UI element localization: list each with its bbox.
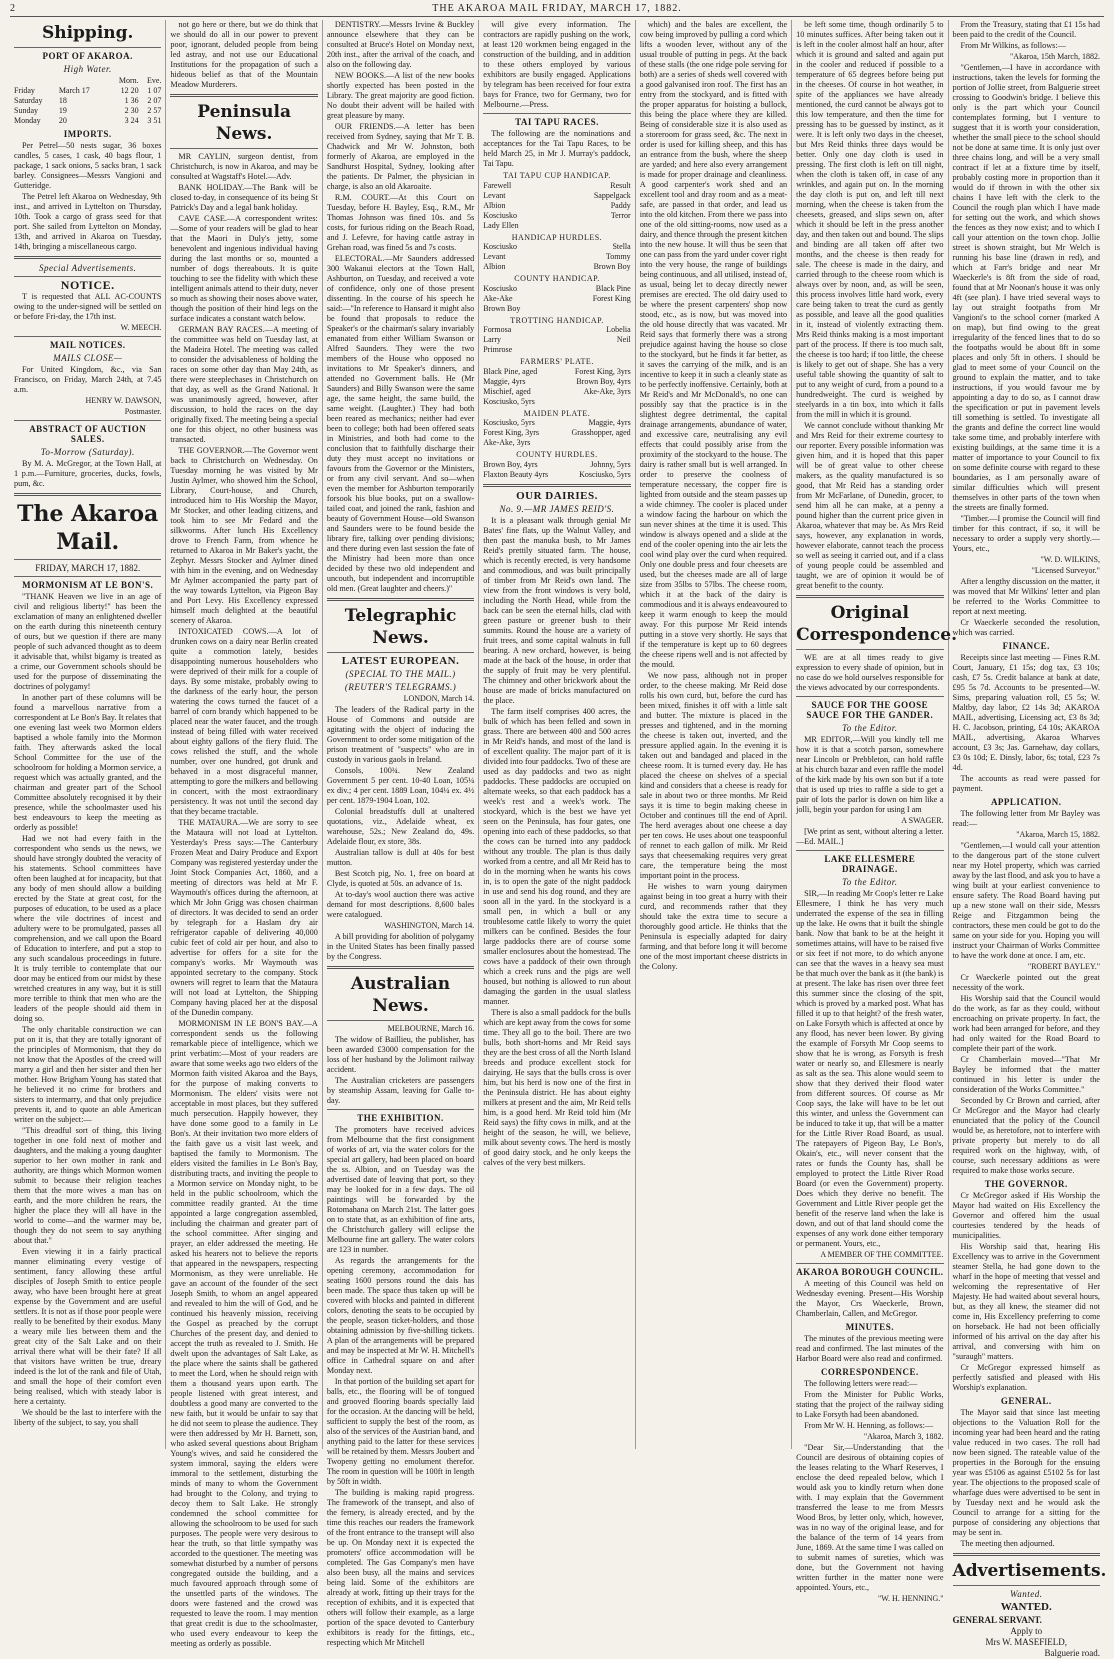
notice-signature: W. MEECH.	[120, 323, 162, 332]
nomination-row: Brown Boy	[483, 303, 521, 313]
nomination-row: Flaxton Beauty 4yrs Kosciusko, 5yrs	[483, 469, 631, 479]
article-paragraph: The promoters have received advices from Melbourne that the first consignment of works of art, via the water colors for the special art gallery, had been placed on board the ss. Albion, and on Tuesday was the advertised date of leaving that port, so they may be looked for in a few days. The oil paintings will be forwarded by the Rotomahana on March 21st. The latter goes on to state that, as an exhibition of fine arts, the Christchurch gallery will eclipse the Melbourne fine art gallery. The water colors are 123 in number.	[326, 1125, 475, 1254]
page-title: THE AKAROA MAIL FRIDAY, MARCH 17, 1882.	[432, 3, 682, 14]
tide-row: Saturday 18 1 36 2 07	[14, 96, 162, 105]
high-water-label: High Water.	[63, 64, 112, 74]
article-paragraph: He wishes to warn young dairymen against being in too great a hurry with their curd, and recommends rather that they should take the extra time to secure a thoroughly good article. He thinks that the Peninsula is especially adapted for dairy farming, and that before long it will become one of the most important cheese districts in the Colony.	[639, 882, 788, 971]
article-paragraph: The following letter from Mr Bayley was read:—	[952, 809, 1100, 828]
telegram: The widow of Baillieu, the publisher, has been awarded £3000 compensation for the loss of her husband by the Jolimont railway accident.	[326, 1035, 475, 1074]
race-heading: COUNTY HANDICAP.	[514, 274, 600, 283]
news-item: DENTISTRY.—Messrs Irvine & Buckley announce elsewhere that they can be consulted at Bruce's Hotel on Monday next, 20th inst., after the arrival of the coach, and also on the following day.	[326, 20, 475, 69]
letter-signature: A MEMBER OF THE COMMITTEE.	[820, 1250, 944, 1259]
news-item: BANK HOLIDAY.—The Bank will be closed to-day, in consequence of its being St Patrick's Day and a legal bank holiday.	[170, 183, 318, 212]
race-heading: HANDICAP HURDLES.	[511, 232, 603, 242]
race-heading: COUNTY HURDLES.	[516, 450, 598, 459]
latest-european-heading: LATEST EUROPEAN.	[341, 655, 460, 667]
letter-dateline: "Akaroa, March 15, 1882.	[1016, 830, 1100, 839]
sailed-text: The Petrel left Akaroa on Wednesday, 9th inst., and arrived in Lyttelton on Thursday, 10th. Took a cargo of grass seed for that port. She sailed from Lyttelton on Monday, 13th, and arrived in Akaroa on Tuesday, 14th, bringing a miscellaneous cargo.	[14, 192, 162, 251]
article-paragraph: not go here or there, but we do think that we should do all in our power to prevent poor, ignorant, deluded people from being led astray, and not use our Educational Institutions for the propagation of such a hideous belief as that of the Mountain Meadow Murderers.	[170, 20, 318, 89]
mails-close-label: MAILS CLOSE—	[53, 353, 123, 363]
telegram: Best Scotch pig, No. 1, free on board at Clyde, is quoted at 50s. an advance of 1s.	[326, 869, 475, 888]
auction-subheading: To-Morrow (Saturday).	[40, 447, 135, 457]
notice-heading: NOTICE.	[60, 278, 115, 292]
editor-note: [We print as sent, without altering a letter.—Ed. MAIL.]	[796, 827, 944, 846]
special-to-label: (SPECIAL TO THE MAIL.)	[345, 669, 456, 679]
article-paragraph: Cr Waeckerle pointed out the great necessity of the work.	[952, 973, 1100, 992]
dateline: MELBOURNE, March 16.	[387, 1024, 475, 1033]
letter-paragraph: SIR,—In reading Mr Coop's letter re Lake Ellesmere, I think he has very much underrated the expense of the sea in filling up the lake. He owns that it built the shingle bank. Now that bank to be at the height it sometimes attains, will have to be raised five or six feet if not more, to do which anyone can see that the waves in a heavy sea must be that much over the bank as it (the bank) is at present. The lake has risen over three feet this summer since the closing of the spit, which is proved by a marked post. What has filled it up to that height? of the fresh water, on Lake Forsyth which is affected at once by any flood, has never been lower. By giving the example of Forsyth Mr Coop seems to show that he is wrong, as Forsyth is fresh water or nearly so, and Ellesmere is nearly as salt as the sea. This alone would seem to show that they derived their flood water from different sources. Of course as Mr Coop says, the lake will have to be let out this winter, and unless the Government can be induced to take it up, that will be a matter for the Little River Road Board, as usual. The ratepayers of Pigeon Bay, Le Bon's, Okain's, etc., will never consent that the rates or funds the County has, shall be employed to protect the Little River Road Board (or even the Government) property. Does which they derive no benefit. The Government and Little River people get the benefit of the reserve land when the lake is down, and out of that land should come the expenses of any work done either temporary or permanent. Yours, etc.,	[796, 889, 944, 1248]
mail-notices-heading: MAIL NOTICES.	[49, 340, 126, 350]
section-heading: GENERAL.	[1000, 1396, 1052, 1406]
mail-text: For United Kingdom, &c., via San Francisco, on Friday, March 24th, at 7.45 a.m.	[14, 365, 162, 394]
exhibition-heading: THE EXHIBITION.	[357, 1113, 444, 1123]
race-heading: FARMERS' PLATE.	[520, 357, 594, 366]
nomination-row: Kosciusko Black Pine	[483, 283, 631, 293]
dateline: WASHINGTON, March 14.	[384, 921, 475, 930]
article-paragraph: Cr McGregor expressed himself as perfectly satisfied and pleased with His Worship's explanation.	[952, 1363, 1100, 1392]
section-heading: CORRESPONDENCE.	[820, 1367, 919, 1377]
ad-name: Mrs W. MASEFIELD,	[985, 1637, 1067, 1647]
article-paragraph: In another part of these columns will be found a marvellous narrative from a correspondent at Le Bon's Bay. It relates that one evening last week two Mormon elders baptised a whole family into the Mormon faith. They afterwards asked the local School Committee for the use of the schoolroom for holding a Mormon service, a request which was actually granted, and the chairman and greater part of the School Committee absolutely recognised it by their presence, while the schoolmaster used his best endeavours to keep the meeting as orderly as possible!	[14, 693, 162, 832]
paper-date: FRIDAY, MARCH 17, 1882.	[35, 563, 141, 573]
finance-heading: FINANCE.	[1002, 641, 1050, 651]
letter-paragraph: "Dear Sir,—Understanding that the Council are desirous of obtaining copies of the leases relating to the Wharf Reserves, I enclose the deed repealed below, which I would ask you to kindly return when done with. I may explain that the Government transferred the lease to me from Messrs Wood Bros, by letter only, which, however, was in no way of the original lease, and for the balance of the term of 14 years from June, 1869. At the same time I was called on to submit names of sureties, which was done, but the Government not having written further in the matter none were appointed. Yours, etc.,	[796, 1443, 944, 1592]
nomination-row: Brown Boy, 4yrs Johnny, 5yrs	[483, 459, 631, 469]
letter-signature: "W. D. WILKINS,	[1040, 555, 1100, 564]
column-1	[10, 20, 166, 1449]
mail-signature-title: Postmaster.	[124, 407, 162, 416]
letter-paragraph: "Timber.—I promise the Council will find timber for this contract, if so, it will be necessary to order a supply very shortly.—Yours, etc.,	[952, 514, 1100, 553]
news-item: R.M. COURT.—At this Court on Tuesday, before H. Bayley, Esq., R.M., Mr Thomas Johnson was fined 10s. and 5s costs, for furious riding on the Beach Road, and J. Lefevre, for having cattle astray in Grehan road, was fined 5s and 7s costs.	[326, 193, 475, 252]
article-paragraph: We cannot conclude without thanking Mr and Mrs Reid for their extreme courtesy to our reporter. Every possible information was given him, and it is hoped that this paper will be of great value to other cheese makers, as the quality manufactured is so good, that Mr Reid has a standing order from Mr McFarlane, of Dunedin, grocer, to send him all he can make, at a penny a pound higher than the current price given in Akaroa, whatever that may be. As Mrs Reid says, however, any explanation in words, however elaborate, cannot teach the process so well as seeing it carried out, and if a class of young people could be assembled and taught, we are of opinion it would be of great benefit to the county.	[796, 421, 944, 590]
letter-dateline: "Akaroa, March 3, 1882.	[863, 1432, 944, 1441]
news-item: CAVE CASE.—A correspondent writes:—Some of your readers will be glad to hear that the Maori in Duly's jetty, some benevolent and ingenious individual having during the last months or so, mounted a number of dogs thereabouts. It is quite touching to see the fidelity with which these intelligent animals attend to their duty, never so much as showing their noses above water, though the position of their hind legs on the surface indicates a constant watch below.	[170, 214, 318, 323]
letter-signature-title: "Licensed Surveyor."	[1031, 566, 1100, 575]
letter-dateline: "Akaroa, 15th March, 1882.	[1010, 52, 1100, 61]
mail-signature: HENRY W. DAWSON,	[85, 396, 162, 405]
tide-row: Monday 20 3 24 3 51	[14, 116, 162, 125]
ad-place: Balguerie road.	[1044, 1648, 1100, 1658]
australian-news-heading: Australian News.	[350, 974, 451, 1016]
paper-masthead: The Akaroa Mail.	[17, 501, 159, 555]
auction-text: By M. A. McGregor, at the Town Hall, at 1 p.m.—Furniture, groceries, ducks, fowls, pum, &c.	[14, 459, 162, 488]
letter-signature: A SWAGER.	[901, 816, 944, 825]
borough-council-heading: AKAROA BOROUGH COUNCIL.	[796, 1267, 944, 1277]
page-number: 2	[10, 3, 15, 14]
article-paragraph: which) and the bales are excellent, the cow being improved by pulling a cord which lifts a wooden lever, without any of the usual trouble of putting in pegs. At the back of these stalls (the one ridge pole serving for both) are a series of sheds well covered with a good galvanised iron roof. The first has an entry from the stockyard, and is fitted with the proper apparatus for hoisting a bullock, this being the place where they are killed. Being of considerable size it is also used as a storeroom for grass seed, &c. The next in order is used for killing sheep, and this has an entrance from the bush, where the sheep are yarded; and here also every arrangement is made for proper drainage and cleanliness. A good carpenter's work shed and an excellent tool and dray room and as a meat-safe, are passed in that order, and lead us into the old kitchen. From there we pass into one of the old sitting-rooms, now used as a dairy, and thence through the present kitchen into the new house. It will thus be seen that one can pass from the yard under cover right into the very house, the range of buildings being continuous, and all utilised, instead of, as usual, being let to decay directly newer premises are erected. The old dairy used to be where the present carpenters' shop now stood, etc., as is now, but was moved into the old house directly that was vacated. Mr Reid says that formerly there was a strong prejudice against having the house so close to the stockyard, but he finds it far better, as it saves the carrying of the milk, and is an incentive to keep it in such a cleanly state as to be perfectly inoffensive. Certainly, both at Mr Reid's and Mr McDonald's, no one can possibly say that the practice is in the slightest degree detrimental, the capital drainage arrangements, abundance of water, and excessive care, neutralising any evil effects that could possibly arise from the proximity of the stockyard to the house. The dairy is rather small but is well arranged. In order to preserve the coolness of temperature necessary, the copper fire is lighted from outside and the steam passes up a wide chimney. The cooler is placed under a window facing the harbour on which the sun never shines at the time it is used. This window is always opened and a slide at the end of the cooler opening into the air lets the cool wind play over the curd when required. Only one double press and four cheesets are used, but the cheeses made are all of large size from 35lbs to 57lbs. The cheese room, which it at the back of the dairy is commodious and it is always endeavoured to keep it warm enough to keep the mould away. For this purpose Mr Reid intends putting in a stove very shortly. He says that if the temperature is kept up to 60 degrees the cheese ripens well and is not affected by the mould.	[639, 20, 788, 669]
nomination-row: Primrose	[483, 345, 513, 354]
nomination-row: Maggie, 4yrs Brown Boy, 4yrs	[483, 376, 631, 386]
article-paragraph: Cr Waeckerle seconded the resolution, which was carried.	[952, 618, 1100, 637]
nomination-row: Kosciusko, 5yrs Maggie, 4yrs	[483, 418, 631, 427]
telegram: The Australian cricketers are passengers by steamship Assam, leaving for Galle to-day.	[326, 1076, 475, 1105]
article-paragraph: Cr McGregor asked if His Worship the Mayor had waited on His Excellency the Governor and offered him the usual courtesies tendered by the heads of municipalities.	[952, 1191, 1100, 1240]
article-paragraph: Receipts since last meeting — Fines R.M. Court, January, £1 15s; dog tax, £3 10s; cash, £7 5s. Credit balance at bank at date, £95 5s 7d. Accounts to be presented—W. Sims, preparing valuation roll, £5 5s; W. Maltby, day labor, £2 14s 3d; AKAROA MAIL, advertising, Licensing act, £3 8s 3d; H. C. Jacobson, printing, £4 10s; AKAROA MAIL, advertising, Akaroa Wharves account, £3 3s; Jas. Garnehaw, day collars, £3 0s 10d; E. Dinsly, labor, 6s; total, £23 7s 4d.	[952, 653, 1100, 772]
telegram: Colonial breadstuffs dull at unaltered quotations, viz., Adelaide wheat, ex warehouse, 52s.; New Zealand do, 49s. Adelaide flour, ex store, 38s.	[326, 807, 475, 846]
nomination-row: Mischief, aged Ake-Ake, 3yrs	[483, 386, 631, 396]
article-paragraph: His Worship said that, hearing His Excellency was to arrive in the Government steamer Stella, he had gone down to the wharf in the hope of meeting that vessel and welcoming the representative of Her Majesty. He had waited about several hours, but, as they all knew, the steamer did not come in, His Excellency preferring to come on horseback. He had not been officially informed of his arrival on the day after his arrival, and conversing with him on "suraugh" matters.	[952, 1242, 1100, 1361]
tide-row: Sunday 19 2 30 2 57	[14, 106, 162, 115]
nomination-row: Ake-Ake, 3yrs	[483, 438, 531, 447]
nomination-row: Larry Neil	[483, 335, 631, 344]
auction-heading: ABSTRACT OF AUCTION SALES.	[29, 424, 147, 444]
telegram: Consols, 100¾. New Zealand Government 5 per cent. 10-40 Loan, 105¼ ex div.; 4 per cent. 1889 Loan, 104¼ ex. 4½ per cent. 1879-1904 Loan, 102.	[326, 766, 475, 805]
article-paragraph: It is a pleasant walk through genial Mr Bates' fine flats, up the Walnut Valley, and then past the manuka bush, to Mr James Reid's prettily situated farm. The house, which is recently erected, is very handsome and commodious, and was built principally of timber from Mr Reid's own land. The view from the front windows is very bold, including the North Head, while from the back can be seen the eternal hills, clad with green pasture or greener bush to their summits. Round the house are a variety of fruit trees, and some capital walnuts in full bearing. A new orchard, however, is being made at the back of the house, in order that the supply of fruit may be very plentiful. The chimney and other brickwork about the house are made of bricks manufactured on the place.	[483, 515, 631, 705]
article-paragraph: Had we not had every faith in the correspondent who sends us the news, we should have strongly doubted the veracity of his statements. School committees have often been laughed at for incapacity, but that any body of men should allow a building erected by the State at great cost, for the purposes of education, to be used as a place where the vile doctrines of incest and adultery were to be promulgated, passes all comprehension, and we call upon the Board of Education to interfere, and put a stop to any such scandalous proceedings in future. It is truly terrible to contemplate that our door may be enticed from our midst by these wretched creatures in any way, but it is still more terrible to think that men who are the leaders of the people should aid them in doing so.	[14, 834, 162, 1023]
race-heading: MAIDEN PLATE.	[523, 408, 591, 418]
nomination-row: Black Pine, aged Forest King, 3yrs	[483, 366, 631, 376]
nomination-row: Lady Ellen	[483, 220, 519, 230]
drainage-heading: LAKE ELLESMERE DRAINAGE.	[824, 854, 916, 874]
nomination-row: Formosa Lobelia	[483, 325, 631, 334]
special-ads-heading: Special Advertisements.	[39, 263, 137, 273]
article-paragraph: Seconded by Cr Brown and carried, after Cr McGregor and the Mayor had clearly enunciated that the policy of the Council would be, as heretofore, not to interfere with private property but merely to do all required work on the highway, with, of course, such necessary additions as were required to make those works secure.	[952, 1096, 1100, 1175]
letter-paragraph: MR EDITOR,—Will you kindly tell me how it is that a scotch parson, somewhere near Lincoln or Prebbleton, can hold raffle at his church bazar and even raffle the model of the kirk made by his own son but if a tote that is used up tries to raffle a side to get a pair of lots the parlor is down on him like a jolli, begin your pardon for using I am	[796, 735, 944, 814]
news-item: INTOXICATED COWS.—A lot of drunken cows on a dairy near Berlin created quite a commotion lately, besides disappointing numerous householders who were deprived of their milk for a couple of days. By some mistake, probably owing to the darkness of the early hour, the person watering the cows turned the faucet of a barrel of corn brandy which happened to be placed near the water faucet, and the trough instead of being filled with water received about eighty gallons of the fiery fluid. The cows relished the stuff, and the whole number, over one hundred, got drunk and behaved in a most disgraceful manner, attempting to gore the milkers and bellowing in concert, with the most extraordinary persistency. It was not until the second day that they became tractable.	[170, 627, 318, 816]
ad-apply: Apply to	[1010, 1626, 1043, 1636]
article-paragraph: The following letters were read:—	[804, 1379, 918, 1388]
article-paragraph: The accounts as read were passed for payment.	[952, 774, 1100, 793]
column-5	[636, 20, 792, 1449]
original-correspondence-heading: Original Correspondence.	[796, 603, 958, 645]
race-heading: TROTTING HANDICAP.	[510, 315, 604, 325]
article-paragraph: After a lengthy discussion on the matter, it was moved that Mr Wilkins' letter and plan be referred to the Works Committee to report at next meeting.	[952, 577, 1100, 616]
news-item: GERMAN BAY RACES.—A meeting of the committee was held on Tuesday last, at the Madeira Hotel. The meeting was called to consider the advisableness of holding the races on some other day than May 24th, as there were steeplechases in Christchurch on that day, as well as the Grand National. It was unanimously agreed, however, after discussion, to hold the races on the day originally fixed. The meeting being a special one for this object, no other business was transacted.	[170, 325, 318, 444]
article-paragraph: Even viewing it in a fairly practical manner eliminating every vestige of sentiment, fancy allowing these artful disciples of Joseph Smith to entice people away, who have been brought here at great expense by the Government and are useful settlers. It is not as if those poor people were really to be benefited by their exodus. Many a weary mile lies between them and the great city of the Salt Lake and on their arrival there what will be their fate? If all that visitors have written be true, dreary indeed is the lot of the rank and file of Utah, and small the hope of their comfort even being realised, which with steady labor is here a certainty.	[14, 1247, 162, 1406]
article-paragraph: The following are the nominations and acceptances for the Tai Tapu Races, to be held March 25, in Mr J. Murray's paddock, Tai Tapu.	[483, 129, 631, 168]
imports-heading: IMPORTS.	[63, 129, 112, 139]
letter-signature: "W. H. HENNING."	[877, 1594, 944, 1603]
nomination-row: Albion Brown Boy	[483, 262, 631, 271]
article-paragraph: "THANK Heaven we live in an age of civil and religious liberty!" has been the exclamation of many an enlightened dweller on the earth during this nineteenth century of ours, but we question if there are many people of such advanced thought as to deem it advisable that, whilst bigamy is treated as a crime, our Government schools should be used for the purpose of disseminating the doctrines of polygamy!	[14, 592, 162, 691]
article-paragraph: The building is making rapid progress. The framework of the transept, and also of the fernery, is already erected, and by the time this reaches our readers the framework of the front entrance to the transept will also be up. On Monday next it is expected the promoters' office accommodation will be completed. The Gas Company's men have also been busy, all the mains and services being laid. Some of the exhibitors are already at work, fitting up their trays for the reception of exhibits, and it is expected that others will follow their example, as a large portion of the space devoted to Canterbury exhibitors is ready for the fittings, etc., respecting which Mr Mitchell	[326, 1488, 475, 1647]
telegram: A bill providing for abolition of polygamy in the United States has been finally passed by the Congress.	[326, 932, 475, 961]
column-2	[166, 20, 322, 1648]
wanted-label: Wanted.	[1010, 1589, 1043, 1599]
wanted-heading: WANTED.	[1000, 1601, 1052, 1613]
column-7	[949, 20, 1107, 1658]
news-item: NEW BOOKS.—A list of the new books shortly expected has been posted in the Library. The great majority are good fiction. No doubt their advent will be hailed with great pleasure by many.	[326, 71, 475, 120]
tide-row: Friday March 17 12 20 1 07	[14, 86, 162, 95]
tide-table: Morn. Eve. Friday March 17 12 20 1 07 Saturday 18 1 36 2 07 Sunday 19 2 30 2 57 Monday 20 3 24 3 51	[14, 76, 162, 125]
section-heading: MINUTES.	[845, 1322, 894, 1332]
imports-text: Per Petrel—50 nests sugar, 36 boxes candles, 5 cases, 1 cask, 40 bags flour, 1 package, 1 sack onions, 5 sacks bran, 1 sack barley. Consignees—Messrs Vangioni and Gutteridge.	[14, 141, 162, 190]
nomination-row: Forest King, 3yrs Grasshopper, aged	[483, 428, 631, 437]
shipping-heading: Shipping.	[41, 23, 134, 43]
peninsula-news-heading: Peninsula News.	[197, 102, 291, 144]
nomination-row: Levant Tommy	[483, 252, 631, 261]
article-paragraph: The only charitable construction we can put on it is, that they are totally ignorant of the principles of Mormonism, that they do not know that the Apostles of the creed will marry a girl and then her sister and then her mother. How Brigham Young has stated that he believed it no crime for brothers and sisters to intermarry, and that only prejudice prevents it, and to quote an able American writer on the subject:—	[14, 1025, 162, 1124]
letter-paragraph: "Gentlemen,—I would call your attention to the dangerous part of the stone culvert near my Hotel property, which was carried away by the last flood, and ask you to have a wing built at your earliest convenience to ensure safety. The Road Board having put up a new stone wall on their side, Messrs Reige and Fitzgammon being the contractors, these men could be got to do the same on your side for you. Hoping you will instruct your Chairman of Works Committee to have the work done at once. I am, etc.	[952, 841, 1100, 960]
article-paragraph: We should be the last to interfere with the liberty of the subject, to say, you shall	[14, 1408, 162, 1427]
ad-text: GENERAL SERVANT.	[952, 1615, 1042, 1625]
port-heading: PORT OF AKAROA.	[42, 51, 133, 61]
telegram: The leaders of the Radical party in the House of Commons and outside are agitating with the object of inducing the Government to order some mitigation of the prison treatment of "suspects" who are in custody in various gaols in Ireland.	[326, 705, 475, 764]
dairies-subheading: No. 9.—MR JAMES REID'S.	[499, 503, 615, 514]
letter-paragraph: "Gentlemen,—I have in accordance with instructions, taken the levels for forming the portion of Jollie street, from Balguerie street crossing to Goodwin's bridge. I believe this only is the part which your Council contemplates forming, but I venture to suggest that it is worth your consideration, whether the small piece to the school should not be done at same time. It is only just over three chains long, and will be a very small contract if let at a fixture time by itself, probably costing more in proportion than it would do if thrown in with the other six chains I have left with the clerk to the Council the rough plan which I have made for setting out the work, and which shows the fences as they now exist; and to which I call your attention on the town chop. Jollie street is shown straight, but Mr Welch is running his base line (drawn in red), and which at Farr's bridge and near Mr Waeckerle's is 8ft from the side of road, found that at Mr Noonan's house it was only 4ft (see plan). I have tried several ways to lay out straight footpaths from Mr Vangioni's to the school corner (marked A on map), but find owing to the great irregularity of the fenced lines that to do so the footpaths would be about 8ft in some places and only 5ft in others. I should be glad to meet some of your Council on the ground to explain the matter, and to take instructions, if you would favour me by appointing a day to do so, as I cannot draw the specification or put in pavement levels till something is settled. To investigate all the grants and define the correct line would take some time, and probably interfere with existing buildings, at the same time it is a matter of importance to your Council to fix on some definite course with regard to these boundaries, as I am personally aware of similar difficulties which will present themselves in other parts of the town when the streets are finally formed.	[952, 63, 1100, 512]
article-paragraph: A meeting of this Council was held on Wednesday evening. Present—His Worship the Mayor, Crs Waeckerle, Brown, Chamberlain, Callen, and McGregor.	[796, 1279, 944, 1318]
article-paragraph: There is also a small paddock for the bulls which are kept away from the cows for some time. They all go to the boil. There are two bulls, both short-horns and Mr Reid says they are the best cross of all the North Island breeds and produce excellent stock for dairying. He says that the bulls cross is over him, but his herd is now one of the first in the Peninsula district. He has about eighty milkers at present and the aim, Mr Reid tells him, is a good herd. Mr Reid told him (Mr Reid says) the fifty cows in milk, and at the height of the season, he will, we believe, milk about seventy cows. The herd is mostly of good dairy stock, and he only keeps the calves of the very best milkers.	[483, 1007, 631, 1167]
column-4	[479, 20, 635, 1449]
our-dairies-heading: OUR DAIRIES.	[516, 489, 598, 502]
notice-text: T is requested that ALL AC-COUNTS owing to the under-signed will be settled on or before Fri-day, the 17th inst.	[14, 292, 162, 321]
race-nominations	[483, 171, 630, 480]
column-3	[323, 20, 479, 1647]
article-paragraph: From the Treasury, stating that £1 15s had been paid to the credit of the Council.	[952, 20, 1100, 39]
to-editor-label: To the Editor.	[842, 723, 898, 733]
news-item: ELECTORAL.—Mr Saunders addressed 300 Wakanui electors at the Town Hall, Ashburton, on Tuesday, and received a vote of confidence, only one of those present dissenting. In the course of his speech he said:—"In reference to Hansard it might also be found that proposals to reduce the Speaker's or the chairman's salary invariably emanated from either William Swanson or Alfred Saunders. They were the two members of the House who opposed no invitations to Mr Speaker's dinners, and attended no Government balls. He (Mr Saunders) and Billy Swanson were the same age, the same height, the same build, the same weight. (Laughter.) They had both been reared as mechanics; neither had ever been to college; both had been offered seats in Ministries, and both had come to the conclusion that to faithfully discharge their duty they must accept no invitations or favours from the Governor or the Ministers, or from any civil servant. And so—when even the member for Ashburton temporarily forsook his blue books, put on a swallow-tailed coat, and joined the rank, fashion and beauty of Government House—old Swanson and Saunders were to be found beside the library fire, talking over pending divisions; and there during even last session the fate of the Ministry had been more than once decided by these two old independent and uncouth, but independent and incorruptible old men. (Great laughter and cheers.)"	[326, 254, 475, 593]
article-paragraph: The farm itself comprises 400 acres, the bulk of which has been felled and sown in grass. There are between 400 and 500 acres in Mr Reid's hands, and most of the land is of excellent quality. The major part of it is divided into four paddocks. Two of these are used as day paddocks and two as night paddocks. These paddocks are occupied on alternate weeks, so that each paddock has a week's rest and a week's work. The stockyard, which is the best we have yet seen on the Peninsula, has four gates, one opening into each of these paddocks, so that the cows can be turned into any paddock without any trouble. The plan is thus daily worked from a centre, and all Mr Reid has to do in the morning when he wants his cows in, is to open the gate of the night paddock in use and send his dog round, and they are soon all in the yard. In the stockyard is a small pen, in which a bull or any troublesome cattle likely to worry the quiet milkers can be confined. Besides the four large paddocks there are of course some smaller enclosures about the homestead. The cows have a paddock of their own through which a creek runs and the pigs are well housed, but nothing is allowed to run about damaging the garden in the usual slatless manner.	[483, 706, 631, 1006]
article-paragraph: The minutes of the previous meeting were read and confirmed. The last minutes of the Harbor Board were also read and confirmed.	[796, 1334, 944, 1363]
race-heading: TAI TAPU CUP HANDICAP.	[503, 171, 611, 180]
mormonism-heading: MORMONISM AT LE BON'S.	[22, 580, 154, 590]
nomination-row: Kosciusko Terror	[483, 210, 631, 220]
nomination-row: Kosciusko, 5yrs	[483, 396, 535, 406]
telegraphic-news-heading: Telegraphic News.	[344, 606, 457, 648]
nomination-row: Ake-Ake Forest King	[483, 293, 631, 303]
letter-signature: "ROBERT BAYLEY."	[1027, 962, 1100, 971]
article-paragraph: The Mayor said that since last meeting objections to the Valuation Roll for the incoming year had been heard and the rating value reduced in two cases. The roll had now been signed. The rateable value of the properties in the Borough for the ensuing year was £5106 as against £5102 5s for last year. The objections to the proposed scale of wharfage dues were advertised to be sent in by Tuesday next and he would ask the Council to arrange for a sitting for the purpose of considering any objections that may be sent in.	[952, 1408, 1100, 1537]
news-item: OUR FRIENDS.—A letter has been received from Sydney, saying that Mr T. B. Chadwick and Mr W. Johnston, both formerly of Akaroa, are employed in the Sandhurst Hospital, Sydney, looking after the patients. Dr Palmer, the physician in charge, is also an old Akaroaite.	[326, 122, 475, 191]
article-paragraph: will give every information. The contractors are rapidly pushing on the work, at least 120 workmen being engaged in the construction of the building, and in addition to these others employed by various exhibitors are busily engaged. Applications by telegram has been received for four extra bays for France, two for Germany, two for Melbourne.—Press.	[483, 20, 631, 109]
wanted-ad	[953, 1615, 1100, 1659]
column-6	[792, 20, 958, 1603]
to-editor-label: To the Editor.	[842, 877, 898, 887]
sauce-heading: SAUCE FOR THE GOOSE SAUCE FOR THE GANDER.	[806, 700, 934, 720]
article-paragraph: We now pass, although not in proper order, to the cheese making. Mr Reid dose rolls his own curd, but, before the curd has been mixed, finishes it off with a little salt and butter. The mixture is placed in the presses and tightened, and in the morning the cheese is taken out, inverted, and the pressure applied again. In the evening it is taken out and bandaged and placed in the cheese room. It is turned every day. He has placed the cheese on shelves of a special kind and considers that a cheese is ready for sale in about two or three months. Mr Reid says it is time to begin making cheese in October and continues till the end of April. The herd averages about one cheese a day per ten cows. He uses about one teaspoonful of rennet to each gallon of milk. Mr Reid says that cheesemaking requires very great care, the temperature being the most important point in the process.	[639, 671, 788, 880]
application-heading: APPLICATION.	[990, 797, 1062, 807]
news-item: MORMONISM IN LE BON'S BAY.—A correspondent sends us the following remarkable piece of intelligence, which we print verbatim:—Most of your readers are aware that some weeks ago two elders of the Mormon faith visited Akaroa and the Bays, for the purpose of making converts to Mormonism. The elders' visits were not acceptable in most places, but they suffered much persecution. Happily however, they have done some good to a family in Le Bon's. At their invitation two more elders of the faith gave us a visit last week, and baptised the family to Mormonism. The elders visited the families in Le Bon's Bay, distributing tracts, and inviting the people to a Mormon service on Monday night, to be held in the public schoolroom, which the committee readily granted. At the time appointed a large congregation assembled, including the chairman and greater part of the school committee. After singing and prayer, an elder addressed the meeting. He asked his hearers not to believe the reports that appeared in the newspapers, respecting Mormonism, as they were unreliable. He gave an account of the founder of the sect Joseph Smith, to whom an angel appeared and revealed to him the will of God, and he continued his heavenly mission, receiving the Gospel as preached by the corrupt Churches of the present day, and denied to accept the truth as revealed to J. Smith. He dwelt upon the advantages of Salt Lake, as the place where the saints shall be gathered to meet the Lord, when he should reign with them a thousand years upon earth. The people listened with great interest, and doubtless a good many are converted to the new faith, but it would be unfair to say that he did not seem to please the audience. They were then addressed by Mr H. Barnett, son, who asked several questions about Brigham Young's wives, and said he considered the system immoral, saying the elders were immoral to the settlement, disturbing the minds of many to whom the Government had brought to the Colony, and trying to decoy them to Salt Lake. He strongly condemned the school committee for allowing the schoolroom to be used for such purposes. The people were very desirous to hear the truth, so that little sympathy was accorded to the questioner. The meeting was somewhat disturbed by a number of persons congregated outside the building, and a much favoured approach through some of the unsettled parts of the windows. The doors were fastened and the crowd was requested to leave the room. I may mention that great credit is due to the schoolmaster, who used every endeavour to keep the meeting as orderly as possible.	[170, 1019, 318, 1648]
article-paragraph: From Mr Wilkins, as follows:—	[960, 41, 1066, 50]
section-heading: THE GOVERNOR.	[984, 1179, 1068, 1189]
news-item: THE MATAURA.—We are sorry to see the Mataura will not load at Lyttelton. Yesterday's Press says:—The Canterbury Frozen Meat and Dairy Produce and Export Company was registered yesterday under the Joint Stock Companies Act, 1860, and a meeting of directors was held at Mr F. Waymouth's offices during the afternoon, at which Mr John Grigg was chosen chairman of directors. It was decided to send an order by telegraph for a Haslam dry air refrigerator capable of delivering 40,000 cubic feet of cold air per hour, and also to advertise for offers for a site for the company's works. Mr Waymouth was appointed secretary to the company. Stock owners will regret to learn that the Mataura will not load at Lyttelton, the Shipping Company having placed her at the disposal of the Dunedin company.	[170, 818, 318, 1017]
disclaimer-text: WE are at all times ready to give expression to every shade of opinion, but in no case do we hold ourselves responsible for the views advocated by our correspondents.	[796, 653, 944, 692]
telegram: Australian tallow is dull at 40s for best mutton.	[326, 848, 475, 867]
dateline: LONDON, March 14.	[403, 694, 475, 703]
tai-tapu-heading: TAI TAPU RACES.	[515, 117, 599, 127]
page-masthead	[10, 2, 1104, 17]
article-paragraph: As regards the arrangements for the opening ceremony, accommodation for seating 1600 persons round the dais has been made. The space thus taken up will be covered with blocks and painted in different colors, denoting the seats to be occupied by the people, season ticket-holders, and those obtaining admission by five-shilling tickets. A plan of the arrangements will be prepared and may be inspected at Mr W. H. Mitchell's office in Cathedral square on and after Monday next.	[326, 1256, 475, 1375]
article-paragraph: be left some time, though ordinarily 5 to 10 minutes suffices. After being taken out it is left in the cooler almost half an hour, after which it is ground and salted and again put in the cooler and reduced if possible to a temperature of 65 degrees before being put in the cheeses. Of course in hot weather, in spite of the appliances we have already mentioned, the curd cannot be always got to this low temperature, and then the time for pressing has to be guessed by instinct, as it were. It is left only two days in the cheeset, but Mrs Reid thinks three days would be better. Only one day cloth is used in pressing. The first cloth is left on till night, when the cloth is taken off, in case of any wrinkles, and again put on. In the morning the day cloth is put on, and left till next morning, when the cheese is taken from the cheesets, greased, and slips sewn on, after which it should be left in the press another day, and then taken out and bound. The slips and binding are all taken off after two months, and the cheese is then ready for sale. The cheese is made in the dairy, and carried through to the cheese room which is always over by noon, and, as will be seen, this process involves little hard work, every care being taken to treat the curd as gently as possible, and leave all the good qualities in it, instead of violently extracting them. Mrs Reid thinks making is a most important part of the process. If there is too much salt, the cheese is too hard; if too little, the cheese is likely to get out of shape. She has a very useful table showing the quantity of salt to put to any weight of curd, from a pound to a hundredweight. The curd is weighed by steelyards in a tin box, into which it falls from the mill in which it is ground.	[796, 20, 944, 419]
nomination-row: Levant Sappelgack	[483, 190, 631, 200]
article-paragraph: "This dreadful sort of thing, this living together in one fold next of mother and daughters, and the making a young daughter superior to her own mother in rank and authority, are things which Mormon women submit to because their religion teaches them that the more wives a man has on earth, and the more children he rears, the higher the place they will all have in the world to come—and the warmer may be, though they do not seem to say anything about that."	[14, 1126, 162, 1245]
news-item: THE GOVERNOR.—The Governor went back to Christchurch on Wednesday. On Tuesday morning he was visited by Mr Justin Aylmer, who showed him the School, Library, Court-house, and Church, introduced him to His Worship the Mayor, Mr Stocker, and other leading citizens, and took him to see Mr Fedard and the silkworms. After lunch His Excellency drove to French Farm, from whence he returned to Akaroa in Mr Baker's yacht, the Zephyr. Messrs Stocker and Aylmer dined with him in the evening, and on Wednesday Mr Aylmer accompanied the party part of the way towards Lyttelton, via Pigeon Bay and Port Levy. His Excellency expressed himself much delighted at the beautiful scenery of Akaroa.	[170, 446, 318, 625]
article-paragraph: From Mr W. H. Henning, as follows:—	[804, 1421, 934, 1430]
reuters-label: (REUTER'S TELEGRAMS.)	[344, 682, 457, 692]
nomination-row: Albion Paddy	[483, 200, 631, 210]
article-paragraph: In that portion of the building set apart for balls, etc., the flooring will be of tongued and grooved flooring boards specially laid for the occasion. At the dancing will be held, sufficient to supply the best of the room, as also of the services of the Austrian band, and anything paid to the latter for these services will be retained by them. Messrs Joubert and Twopeny getting no emolument therefor. The room in question will be 100ft in length by 50ft in width.	[326, 1377, 475, 1486]
article-paragraph: His Worship said that the Council would do the work, as far as they could, without encroaching on private property. In fact, the work had been arranged for before, and they had only waited for the Road Board to complete their part of the work.	[952, 994, 1100, 1053]
article-paragraph: The meeting then adjourned.	[960, 1539, 1055, 1548]
advertisements-heading: Advertisements.	[952, 1561, 1107, 1581]
article-paragraph: From the Minister for Public Works, stating that the project of the railway siding to Lake Forsyth had been abandoned.	[796, 1390, 944, 1419]
telegram: At to-day's wool auction there was active demand for most descriptions. 8,600 bales were catalogued.	[326, 890, 475, 919]
news-item: MR CAYLIN, surgeon dentist, from Christchurch, is now in Akaroa, and may be consulted at Wagstaff's Hotel.—Adv.	[170, 152, 318, 181]
nomination-row: Kosciusko Stella	[483, 242, 631, 251]
article-paragraph: Cr Chamberlain moved—"That Mr Bayley be informed that the matter continued in his letter is under the consideration of the Works Committee."	[952, 1055, 1100, 1094]
nomination-row: Farewell Result	[483, 180, 631, 190]
